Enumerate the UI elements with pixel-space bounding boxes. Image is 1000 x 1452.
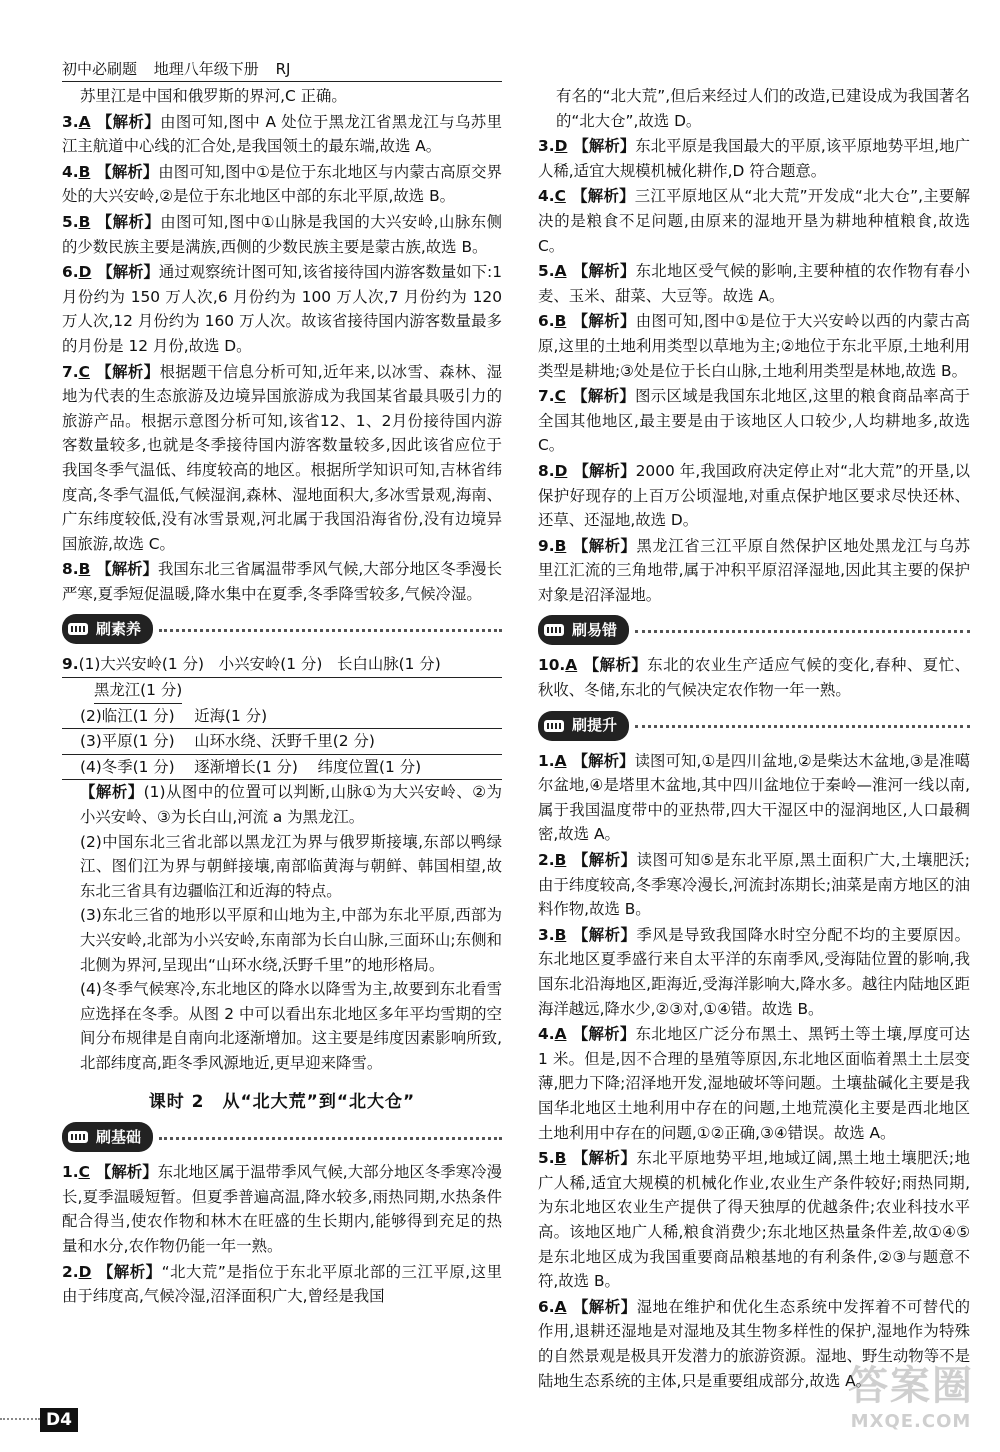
analysis-tag: 【解析】: [583, 656, 648, 675]
answer-item-r3: [538, 134, 970, 183]
analysis-tag: 【解析】: [95, 1163, 158, 1182]
fill-row-4: [62, 755, 502, 781]
book-edition: RJ: [275, 60, 291, 78]
fill-answer: (2)临江(1 分): [80, 706, 175, 725]
fill-answer: 逐渐增长(1 分): [194, 757, 298, 776]
answer-item-r10: [538, 653, 970, 702]
analysis-tag: 【解析】: [96, 112, 161, 131]
analysis-tag: 【解析】: [572, 925, 637, 944]
item-number: 4.: [538, 187, 555, 206]
analysis-text: (1)从图中的位置可以判断,山脉①为大兴安岭、②为小兴安岭、③为长白山,河流 a 为黑龙江。: [80, 783, 502, 827]
fill-answer: (1)大兴安岭(1 分): [78, 655, 205, 674]
analysis-text: 由图可知,图中①山脉是我国的大兴安岭,山脉东侧的少数民族主要是满族,西侧的少数民族主要是蒙古族,故选 B。: [62, 212, 502, 256]
item-number: 7.: [538, 387, 555, 406]
answer-letter: B: [554, 312, 567, 331]
brush-icon: [542, 715, 566, 737]
answer-item-r4: [538, 184, 970, 258]
analysis-text: 东北地区属于温带季风气候,大部分地区冬季寒冷漫长,夏季温暖短暂。但夏季普遍高温,降水较多,雨热同期,水热条件配合得当,使农作物和林木在旺盛的生长期内,能够得到充足的热量和水分,农作物仍能一年一熟。: [62, 1163, 502, 1255]
dotted-divider: [159, 629, 502, 632]
analysis-text: 东北平原是我国最大的平原,该平原地势平坦,地广人稀,适宜大规模机械化耕作,D 符合题意。: [538, 137, 970, 180]
answer-letter: A: [554, 262, 567, 281]
item-number: 3.: [538, 137, 555, 156]
answer-item-5: [62, 210, 502, 259]
brush-icon: [66, 1126, 90, 1148]
item-number: 6.: [62, 263, 79, 282]
item-number: 3.: [62, 112, 79, 131]
section-badge: [538, 711, 629, 741]
analysis-tag: 【解析】: [97, 263, 159, 282]
analysis-tag: 【解析】: [96, 560, 158, 579]
fill-row-3: [62, 729, 502, 755]
answer-item-r8: [538, 459, 970, 533]
fill-answer: 小兴安岭(1 分): [218, 655, 323, 674]
analysis-tag: 【解析】: [572, 536, 637, 555]
analysis-tag: 【解析】: [80, 783, 144, 802]
item-number: 5.: [538, 1149, 555, 1168]
answer-letter: C: [78, 1163, 90, 1182]
analysis-text: 东北平原地势平坦,地域辽阔,黑土地土壤肥沃;地广人稀,适宜大规模的机械化作业,农业生产条件较好;雨热同期,为东北地区农业生产提供了得天独厚的优越条件;农业科技水平高。该地区地广人稀,粮食消费少;东北地区热量条件差,故①④⑤是东北地区成为我国重要商品粮基地的有利条件,②③与题意不符,故选 B。: [538, 1149, 970, 1291]
analysis-text: 东北地区广泛分布黑土、黑钙土等土壤,厚度可达 1 米。但是,因不合理的垦殖等原因,东北地区面临着黑土土层变薄,肥力下降;沼泽地开发,湿地破坏等问题。土壤盐碱化主要是我国华北地区土地利用中存在的问题,土地荒漠化主要是西北地区土地利用中存在的问题,①②正确,③④错误。故选 A。: [538, 1025, 970, 1142]
answer-item-3: [62, 110, 502, 159]
analysis-tag: 【解析】: [572, 851, 637, 870]
item-number: 2.: [538, 851, 555, 870]
fill-answer: (3)平原(1 分): [80, 732, 175, 751]
analysis-text: 根据题干信息分析可知,近年来,以冰雪、森林、湿地为代表的生态旅游及边境异国旅游成为我国某省最具吸引力的旅游产品。根据示意图分析可知,该省12、1、2月份接待国内游客数量较多,也就是冬季接待国内游客数量较多,因此该省应位于我国冬季气温低、纬度较高的地区。根据所学知识可知,吉林省纬度高,冬季气温低,气候湿润,森林、湿地面积大,多冰雪景观,海南、广东纬度较低,没有冰雪景观,河北属于我国沿海省份,没有边境异国旅游,故选 C。: [62, 362, 503, 553]
item-number: 6.: [538, 312, 555, 331]
continuation-text: 有名的“北大荒”,但后来经过人们的改造,已建设成为我国著名的“北大仓”,故选 D。: [556, 87, 970, 130]
answer-letter: C: [78, 362, 90, 381]
fill-answer: 山环水绕、沃野千里(2 分): [194, 732, 375, 751]
item-number: 2.: [62, 1262, 79, 1281]
fill-row-1b: [62, 678, 502, 704]
section-title: 刷提升: [572, 716, 618, 735]
item-number: 4.: [62, 162, 79, 181]
item-number: 9.: [538, 536, 555, 555]
item-number: 3.: [538, 925, 555, 944]
answer-letter: B: [78, 560, 91, 579]
section-header-jichu: [62, 1122, 502, 1152]
section-header-yicuo: [538, 615, 970, 645]
analysis-para-1: [62, 780, 502, 829]
answer-letter: B: [554, 1149, 567, 1168]
book-subject: 地理八年级下册: [153, 60, 259, 78]
answer-letter: C: [554, 387, 566, 406]
answer-letter: B: [554, 536, 567, 555]
brush-icon: [66, 618, 90, 640]
analysis-tag: 【解析】: [572, 751, 635, 770]
analysis-tag: 【解析】: [572, 1025, 636, 1044]
section-title: 刷易错: [572, 621, 618, 640]
analysis-tag: 【解析】: [95, 362, 160, 381]
answer-item-r6: [538, 309, 970, 383]
fill-answer: (4)冬季(1 分): [80, 757, 175, 776]
fill-answer: 纬度位置(1 分): [317, 757, 422, 776]
answer-item-8: [62, 557, 502, 606]
answer-letter: B: [78, 212, 91, 231]
section-title: 刷素养: [96, 620, 142, 639]
section-badge: [62, 1122, 153, 1152]
analysis-text: 东北的农业生产适应气候的变化,春种、夏忙、秋收、冬储,东北的气候决定农作物一年一熟。: [538, 656, 970, 700]
section-title: 刷基础: [96, 1127, 142, 1146]
analysis-tag: 【解析】: [573, 461, 636, 480]
answer-item-t1: [538, 749, 970, 847]
analysis-text: 黑龙江省三江平原自然保护区地处黑龙江与乌苏里江汇流的三角地带,属于冲积平原沼泽湿地,因此其主要的保护对象是沼泽湿地。: [538, 536, 970, 604]
analysis-text: 读图可知⑤是东北平原,黑土面积广大,土壤肥沃;由于纬度较高,冬季寒冷漫长,河流封冻期长;油菜是南方地区的油料作物,故选 B。: [538, 851, 970, 919]
analysis-text: 图示区域是我国东北地区,这里的粮食商品率高于全国其他地区,最主要是由于该地区人口较少,人均耕地多,故选 C。: [538, 387, 970, 455]
fill-row-1: [62, 652, 502, 678]
fill-answer: 长白山脉(1 分): [337, 655, 441, 674]
analysis-tag: 【解析】: [572, 312, 636, 331]
analysis-text: 2000 年,我国政府决定停止对“北大荒”的开垦,以保护好现存的上百万公顷湿地,对重点保护地区要求尽快还林、还草、还湿地,故选 D。: [538, 461, 970, 530]
analysis-text: 我国东北三省属温带季风气候,大部分地区冬季漫长严寒,夏季短促温暖,降水集中在夏季,冬季降雪较多,气候冷湿。: [62, 560, 502, 603]
analysis-tag: 【解析】: [96, 212, 161, 231]
item-number: 5.: [538, 262, 555, 281]
answer-item-t4: [538, 1022, 970, 1145]
answer-letter: C: [554, 187, 566, 206]
item-number: 9.: [62, 655, 79, 674]
analysis-tag: 【解析】: [571, 187, 635, 206]
answer-letter: D: [554, 461, 568, 480]
answer-item-r5: [538, 259, 970, 308]
item-number: 5.: [62, 212, 79, 231]
analysis-text: 由图可知,图中 A 处位于黑龙江省黑龙江与乌苏里江主航道中心线的汇合处,是我国领土的最东端,故选 A。: [62, 112, 502, 156]
analysis-para-3: (3)东北三省的地形以平原和山地为主,中部为东北平原,西部为大兴安岭,北部为小兴安岭,东南部为长白山脉,三面环山;东侧和北侧为界河,呈现出“山环水绕,沃野千里”的地形格局。: [80, 906, 502, 974]
fill-answer: 黑龙江(1 分): [94, 678, 182, 704]
item-number: 7.: [62, 362, 79, 381]
answer-letter: A: [565, 656, 578, 675]
item-number: 8.: [538, 461, 555, 480]
analysis-tag: 【解析】: [573, 137, 636, 156]
answer-letter: A: [554, 751, 567, 770]
analysis-tag: 【解析】: [572, 1297, 637, 1316]
book-series: 初中必刷题: [62, 60, 138, 78]
item-number: 1.: [62, 1163, 79, 1182]
answer-item-4: [62, 160, 502, 209]
brush-icon: [542, 619, 566, 641]
answer-item-r7: [538, 384, 970, 458]
section-header-suyang: [62, 614, 502, 644]
answer-letter: B: [554, 851, 567, 870]
page-header: [62, 58, 502, 82]
answer-letter: D: [78, 263, 92, 282]
lesson-title: 课时 2 从“北大荒”到“北大仓”: [148, 1091, 416, 1112]
section-header-tisheng: [538, 711, 970, 741]
section-badge: [538, 615, 629, 645]
answer-item-t3: [538, 923, 970, 1021]
analysis-text: 东北地区受气候的影响,主要种植的农作物有春小麦、玉米、甜菜、大豆等。故选 A。: [538, 262, 970, 305]
answer-letter: D: [554, 137, 568, 156]
dotted-divider: [635, 725, 970, 728]
analysis-text: 季风是导致我国降水时空分配不均的主要原因。东北地区夏季盛行来自太平洋的东南季风,受海陆位置的影响,我国东北沿海地区,距海近,受海洋影响大,降水多。越往内陆地区距海洋越远,降水少,②③对,①④错。故选 B。: [538, 925, 970, 1018]
analysis-text: “北大荒”是指位于东北平原北部的三江平原,这里由于纬度高,气候冷湿,沼泽面积广大,曾经是我国: [62, 1262, 502, 1306]
analysis-tag: 【解析】: [572, 1149, 637, 1168]
dotted-divider: [159, 1137, 502, 1140]
analysis-text: 湿地在维护和优化生态系统中发挥着不可替代的作用,退耕还湿地是对湿地及其生物多样性的保护,湿地作为特殊的自然景观是极具开发潜力的旅游资源。湿地、野生动物等不是陆地生态系统的主体,只是重要组成部分,故选 A。: [538, 1297, 970, 1390]
analysis-para-2: (2)中国东北三省北部以黑龙江为界与俄罗斯接壤,东部以鸭绿江、图们江为界与朝鲜接壤,南部临黄海与朝鲜、韩国相望,故东北三省具有边疆临江和近海的特点。: [80, 832, 502, 900]
item-number: 8.: [62, 560, 79, 579]
analysis-tag: 【解析】: [571, 387, 636, 406]
analysis-text: 三江平原地区从“北大荒”开发成“北大仓”,主要解决的是粮食不足问题,由原来的湿地开垦为耕地种植粮食,故选 C。: [538, 187, 970, 255]
answer-item-l2: [62, 1260, 502, 1309]
answer-item-t5: [538, 1146, 970, 1294]
item-number: 10.: [538, 656, 566, 675]
answer-letter: A: [554, 1297, 567, 1316]
section-badge: [62, 614, 153, 644]
dotted-divider: [635, 630, 970, 633]
answer-letter: B: [78, 162, 91, 181]
analysis-tag: 【解析】: [97, 1262, 162, 1281]
watermark-text: 答案圈: [848, 1363, 974, 1409]
answer-item-t2: [538, 848, 970, 922]
footer-dotted-line: [0, 1418, 40, 1420]
page-number: [40, 1408, 78, 1432]
watermark-logo: [836, 1354, 986, 1432]
fill-answer: 近海(1 分): [194, 706, 268, 725]
left-column: [62, 84, 502, 1310]
answer-item-9: [62, 652, 502, 1075]
answer-item-r9: [538, 534, 970, 608]
analysis-text: 由图可知,图中①是位于大兴安岭以西的内蒙古高原,这里的土地利用类型以草地为主;②地位于东北平原,土地利用类型是耕地;③处是位于长白山脉,土地利用类型是林地,故选 B。: [538, 312, 970, 380]
item-number: 1.: [538, 751, 555, 770]
answer-item-7: [62, 360, 502, 557]
analysis-text: 通过观察统计图可知,该省接待国内游客数量如下:1 月份约为 150 万人次,6 月份约为 100 万人次,7 月份约为 120 万人次,12 月份约为 160 万人次。故该省接待国内游客数量最多的月份是 12 月份,故选 D。: [62, 263, 502, 355]
item-number: 4.: [538, 1025, 555, 1044]
answer-letter: B: [554, 925, 567, 944]
page-number-label: D4: [40, 1408, 78, 1432]
answer-letter: A: [554, 1025, 567, 1044]
right-column: [538, 84, 970, 1394]
answer-letter: A: [78, 112, 91, 131]
watermark-url: MXQE.COM: [850, 1411, 972, 1432]
analysis-text: 由图可知,图中①是位于东北地区与内蒙古高原交界处的大兴安岭,②是位于东北地区中部的东北平原,故选 B。: [62, 162, 502, 206]
answer-letter: D: [78, 1262, 92, 1281]
analysis-tag: 【解析】: [96, 162, 159, 181]
analysis-tag: 【解析】: [572, 262, 636, 281]
item-number: 6.: [538, 1297, 555, 1316]
analysis-para-4: (4)冬季气候寒冷,东北地区的降水以降雪为主,故要到东北看雪应选择在冬季。从图 2 中可以看出东北地区多年平均雪期的空间分布规律是自南向北逐渐增加。这主要是纬度因素影响所致,北部纬度高,距冬季风源地近,更早迎来降雪。: [80, 980, 502, 1072]
continuation-text: 苏里江是中国和俄罗斯的界河,C 正确。: [80, 87, 347, 105]
answer-item-6: [62, 260, 502, 358]
answer-item-l1: [62, 1160, 502, 1258]
fill-row-2: [62, 704, 502, 730]
analysis-text: 读图可知,①是四川盆地,②是柴达木盆地,③是准噶尔盆地,④是塔里木盆地,其中四川盆地位于秦岭—淮河一线以南,属于我国温度带中的亚热带,四大干湿区中的湿润地区,人口最稠密,故选 A。: [538, 751, 970, 844]
